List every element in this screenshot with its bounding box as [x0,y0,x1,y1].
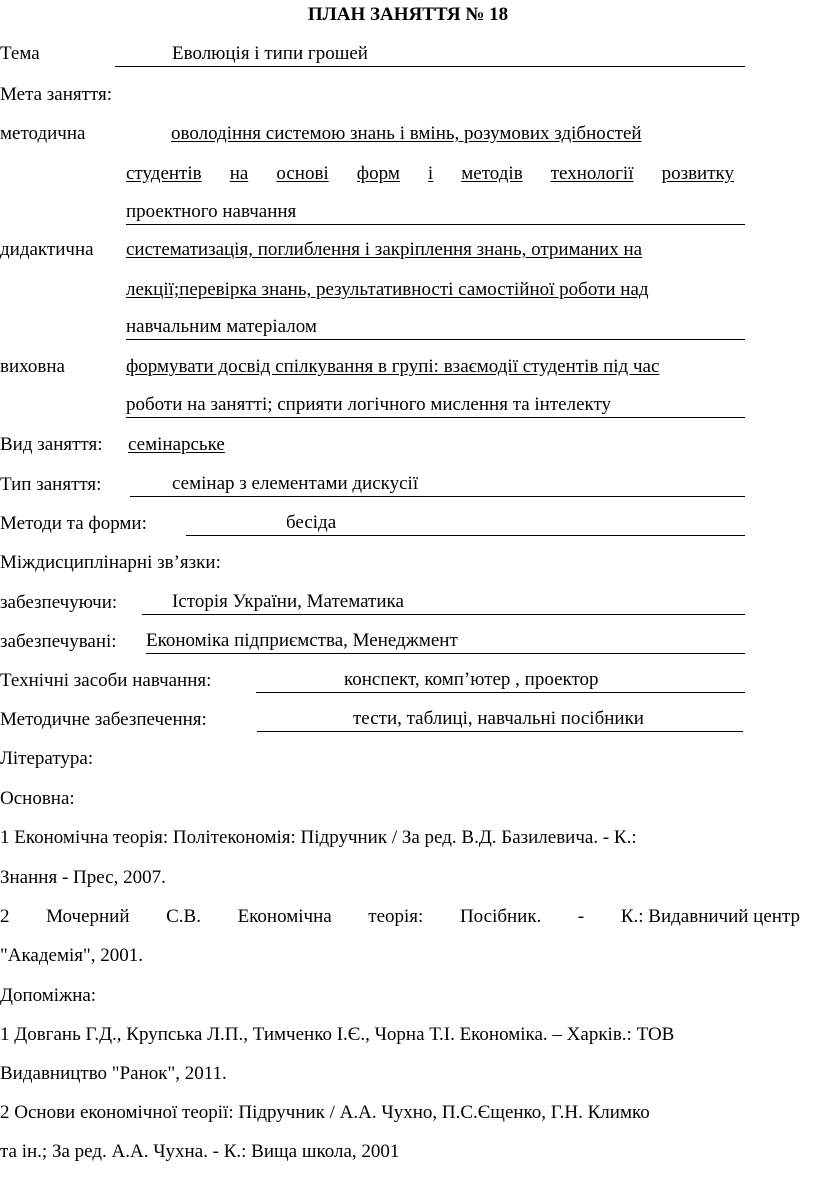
educational-line1: формувати досвід спілкування в групі: взаємодії студентів під час [126,356,660,377]
ref-word: - [577,906,585,927]
providing-label: забезпечуючи: [0,592,118,613]
lesson-kind-label: Вид заняття: [0,434,103,455]
methods-label: Методи та форми: [0,513,147,534]
lesson-type-value: семінар з елементами дискусії [130,473,745,497]
literature-label: Література: [0,748,94,769]
methodical-word: технології [550,163,634,184]
aux-ref-1-line1: 1 Довгань Г.Д., Крупська Л.П., Тимченко І.Є., Чорна Т.І. Економіка. – Харків.: ТОВ [0,1024,675,1045]
ref-word: Посібник. [459,906,542,927]
lesson-kind-value: семінарське [128,434,225,455]
didactic-line2: лекції;перевірка знань, результативності самостійної роботи над [126,279,649,300]
main-ref-1-line1: 1 Економічна теорія: Політекономія: Підручник / За ред. В.Д. Базилевича. - К.: [0,827,637,848]
aux-ref-2-line2: та ін.; За ред. А.А. Чухна. - К.: Вища школа, 2001 [0,1141,400,1162]
didactic-line1: систематизація, поглиблення і закріплення знань, отриманих на [126,239,643,260]
methodical-label: методична [0,123,86,144]
methodical-line1-wrap [136,123,738,147]
methodical-line3: проектного навчання [126,201,745,225]
goal-label: Мета заняття: [0,84,113,105]
methodical-word: і [427,163,434,184]
didactic-label: дидактична [0,239,94,260]
educational-label: виховна [0,356,65,377]
methodical-word: основі [276,163,329,184]
providing-value: Історія України, Математика [142,591,745,615]
ref-word: Економічна [237,906,332,927]
methodical-line2 [126,163,734,185]
methodical-word: форм [356,163,400,184]
main-ref-2-line2: "Академія", 2001. [0,945,144,966]
methodical-word: методів [461,163,523,184]
didactic-line3: навчальним матеріалом [126,316,745,340]
ref-word: С.В. [166,906,201,927]
methodical-support-value: тести, таблиці, навчальні посібники [257,708,743,732]
aux-ref-2-line1: 2 Основи економічної теорії: Підручник / А.А. Чухно, П.С.Єщенко, Г.Н. Климко [0,1102,650,1123]
technical-value: конспект, комп’ютер , проектор [256,669,745,693]
topic-value: Еволюція і типи грошей [115,43,745,67]
aux-literature-label: Допоміжна: [0,985,97,1006]
main-literature-label: Основна: [0,788,75,809]
methodical-word: на [229,163,249,184]
provided-label: забезпечувані: [0,631,117,652]
methodical-word: розвитку [661,163,734,184]
methodical-line1: оволодіння системою знань і вмінь, розумових здібностей [171,123,642,144]
provided-value: Економіка підприємства, Менеджмент [146,630,745,654]
technical-label: Технічні засоби навчання: [0,670,212,691]
ref-word: теорія: [368,906,424,927]
lesson-type-label: Тип заняття: [0,474,102,495]
ref-word: 2 [0,906,10,927]
methods-value: бесіда [186,512,745,536]
topic-label: Тема [0,43,40,64]
aux-ref-1-line2: Видавництво "Ранок", 2011. [0,1063,227,1084]
interdisciplinary-label: Міждисциплінарні зв’язки: [0,552,221,573]
main-ref-2-line1 [0,906,800,928]
educational-line2: роботи на занятті; сприяти логічного мислення та інтелекту [126,394,745,418]
methodical-word: студентів [126,163,202,184]
main-ref-1-line2: Знання - Прес, 2007. [0,867,166,888]
ref-word: Мочерний [46,906,130,927]
document-title: ПЛАН ЗАНЯТТЯ № 18 [307,4,509,25]
methodical-support-label: Методичне забезпечення: [0,709,207,730]
ref-word: К.: Видавничий центр [620,906,800,927]
